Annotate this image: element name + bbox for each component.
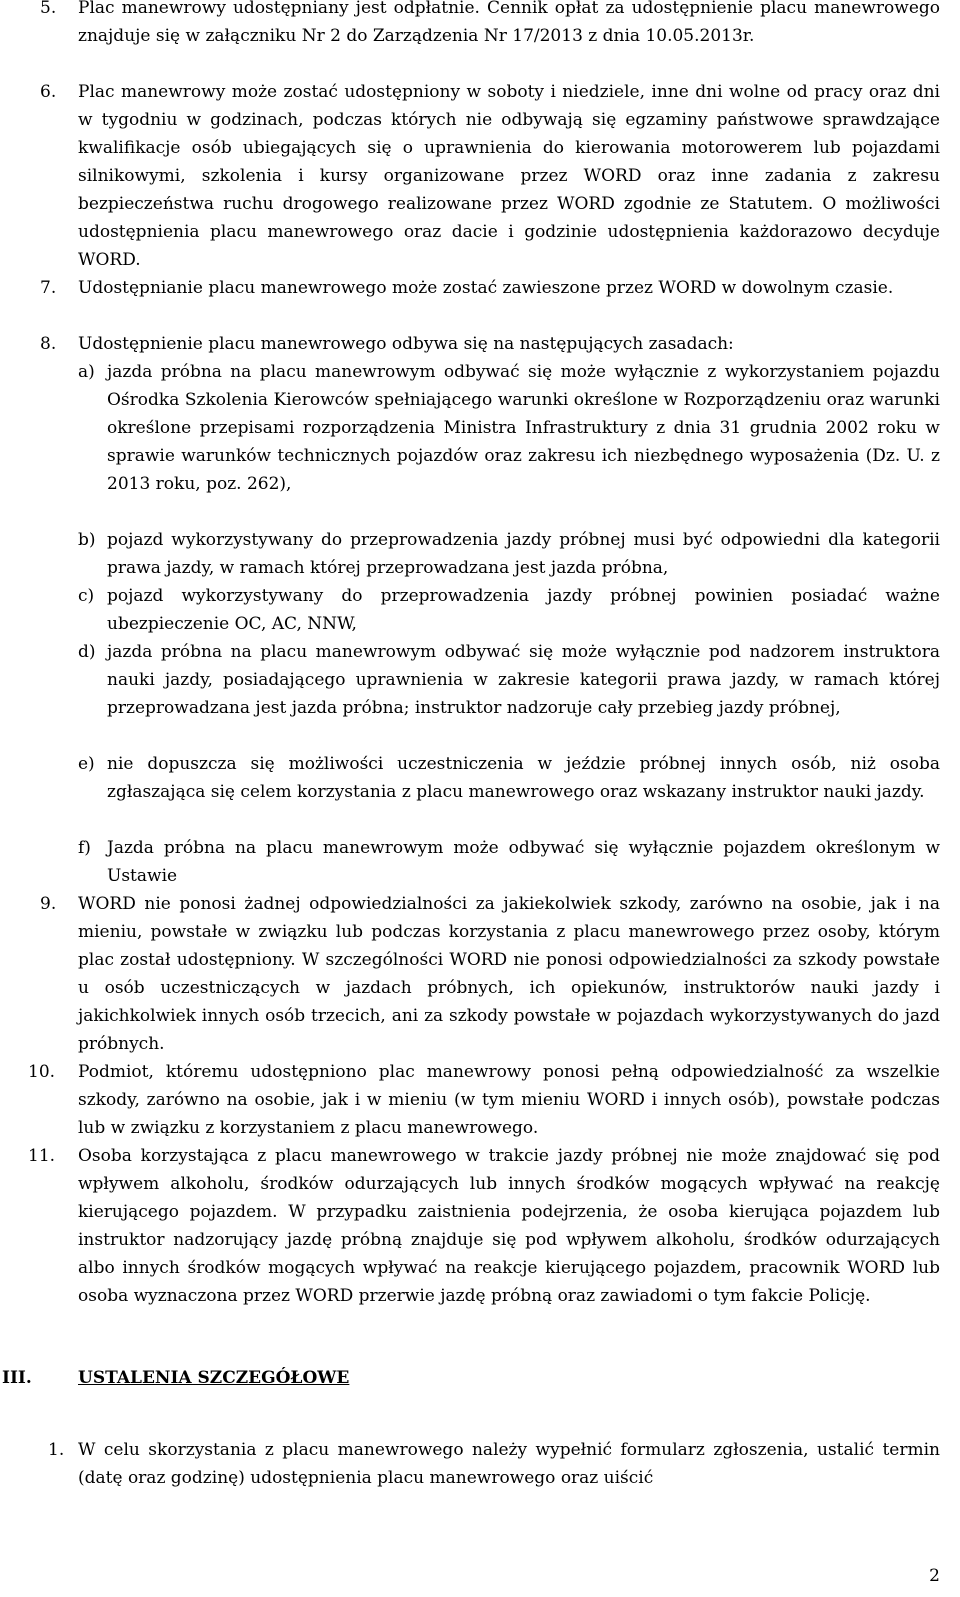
sub-item-letter: f) xyxy=(78,838,91,858)
item-text: Udostępnienie placu manewrowego odbywa się na następujących zasadach: xyxy=(78,334,734,354)
list-item xyxy=(0,1436,960,1492)
section-roman-numeral: III. xyxy=(2,1368,32,1388)
sub-list-item xyxy=(0,834,960,890)
item-number: 9. xyxy=(40,894,57,914)
sub-item-letter: a) xyxy=(78,362,95,382)
page-number: 2 xyxy=(929,1566,940,1586)
item-number: 8. xyxy=(40,334,57,354)
item-text: Plac manewrowy może zostać udostępniony w soboty i niedziele, inne dni wolne od pracy oraz dni w tygodniu w godzinach, podczas których nie odbywają się egzaminy państwowe sprawdzające kwalifikacje osób ubiegających się o uprawnienia do kierowania motorowerem lub pojazdami silnikowymi, szkolenia i kursy organizowane przez WORD oraz inne zadania z zakresu bezpieczeństwa ruchu drogowego realizowane przez WORD zgodnie ze Statutem. O możliwości udostępnienia placu manewrowego oraz dacie i godzinie udostępnienia każdorazowo decyduje WORD. xyxy=(78,82,940,270)
sub-list-item xyxy=(0,638,960,722)
sub-item-letter: e) xyxy=(78,754,95,774)
item-number: 5. xyxy=(40,0,57,18)
item-number: 1. xyxy=(48,1440,65,1460)
item-number: 6. xyxy=(40,82,57,102)
sub-list-item xyxy=(0,358,960,498)
item-text: W celu skorzystania z placu manewrowego należy wypełnić formularz zgłoszenia, ustalić termin (datę oraz godzinę) udostępnienia placu manewrowego oraz uiścić xyxy=(78,1440,940,1488)
list-item xyxy=(0,330,960,358)
sub-list-item xyxy=(0,526,960,582)
item-text: Podmiot, któremu udostępniono plac manewrowy ponosi pełną odpowiedzialność za wszelkie szkody, zarówno na osobie, jak i w mieniu (w tym mieniu WORD i innych osób), powstałe podczas lub w związku z korzystaniem z placu manewrowego. xyxy=(78,1062,940,1138)
list-item xyxy=(0,890,960,1058)
sub-list-item xyxy=(0,582,960,638)
list-item xyxy=(0,78,960,274)
sub-item-letter: d) xyxy=(78,642,96,662)
sub-list-item xyxy=(0,750,960,806)
sub-item-letter: b) xyxy=(78,530,96,550)
sub-item-text: jazda próbna na placu manewrowym odbywać się może wyłącznie z wykorzystaniem pojazdu Ośrodka Szkolenia Kierowców spełniającego warunki określone w Rozporządzeniu oraz warunki określone przepisami rozporządzenia Ministra Infrastruktury z dnia 31 grudnia 2002 roku w sprawie warunków technicznych pojazdów oraz zakresu ich niezbędnego wyposażenia (Dz. U. z 2013 roku, poz. 262), xyxy=(107,362,940,494)
list-item xyxy=(0,1142,960,1310)
sub-item-letter: c) xyxy=(78,586,95,606)
list-item xyxy=(0,0,960,50)
section-title: USTALENIA SZCZEGÓŁOWE xyxy=(78,1368,350,1388)
sub-item-text: Jazda próbna na placu manewrowym może odbywać się wyłącznie pojazdem określonym w Ustawie xyxy=(107,838,940,886)
item-text: Osoba korzystająca z placu manewrowego w trakcie jazdy próbnej nie może znajdować się pod wpływem alkoholu, środków odurzających lub innych środków mogących wpływać na reakcję kierującego pojazdem. W przypadku zaistnienia podejrzenia, że osoba kierująca pojazdem lub instruktor nadzorujący jazdę próbną znajduje się pod wpływem alkoholu, środków odurzających albo innych środków mogących wpływać na reakcje kierującego pojazdem, pracownik WORD lub osoba wyznaczona przez WORD przerwie jazdę próbną oraz zawiadomi o tym fakcie Policję. xyxy=(78,1146,940,1306)
item-number: 7. xyxy=(40,278,57,298)
sub-item-text: nie dopuszcza się możliwości uczestniczenia w jeździe próbnej innych osób, niż osoba zgłaszająca się celem korzystania z placu manewrowego oraz wskazany instruktor nauki jazdy. xyxy=(107,754,940,802)
list-item xyxy=(0,1058,960,1142)
sub-item-text: pojazd wykorzystywany do przeprowadzenia jazdy próbnej powinien posiadać ważne ubezpieczenie OC, AC, NNW, xyxy=(107,586,940,634)
list-item xyxy=(0,274,960,302)
sub-item-text: jazda próbna na placu manewrowym odbywać się może wyłącznie pod nadzorem instruktora nauki jazdy, posiadającego uprawnienia w zakresie kategorii prawa jazdy, w ramach której przeprowadzana jest jazda próbna; instruktor nadzoruje cały przebieg jazdy próbnej, xyxy=(107,642,940,718)
item-number: 11. xyxy=(28,1146,56,1166)
section-heading xyxy=(0,1364,940,1392)
item-text: Plac manewrowy udostępniany jest odpłatnie. Cennik opłat za udostępnienie placu manewrowego znajduje się w załączniku Nr 2 do Zarządzenia Nr 17/2013 z dnia 10.05.2013r. xyxy=(78,0,940,46)
item-text: Udostępnianie placu manewrowego może zostać zawieszone przez WORD w dowolnym czasie. xyxy=(78,278,894,298)
sub-item-text: pojazd wykorzystywany do przeprowadzenia jazdy próbnej musi być odpowiedni dla kategorii prawa jazdy, w ramach której przeprowadzana jest jazda próbna, xyxy=(107,530,940,578)
item-number: 10. xyxy=(28,1062,56,1082)
item-text: WORD nie ponosi żadnej odpowiedzialności za jakiekolwiek szkody, zarówno na osobie, jak i na mieniu, powstałe w związku lub podczas korzystania z placu manewrowego przez osoby, którym plac został udostępniony. W szczególności WORD nie ponosi odpowiedzialności za szkody powstałe u osób uczestniczących w jazdach próbnych, ich opiekunów, instruktorów nauki jazdy i jakichkolwiek innych osób trzecich, ani za szkody powstałe w pojazdach wykorzystywanych do jazd próbnych. xyxy=(78,894,940,1054)
